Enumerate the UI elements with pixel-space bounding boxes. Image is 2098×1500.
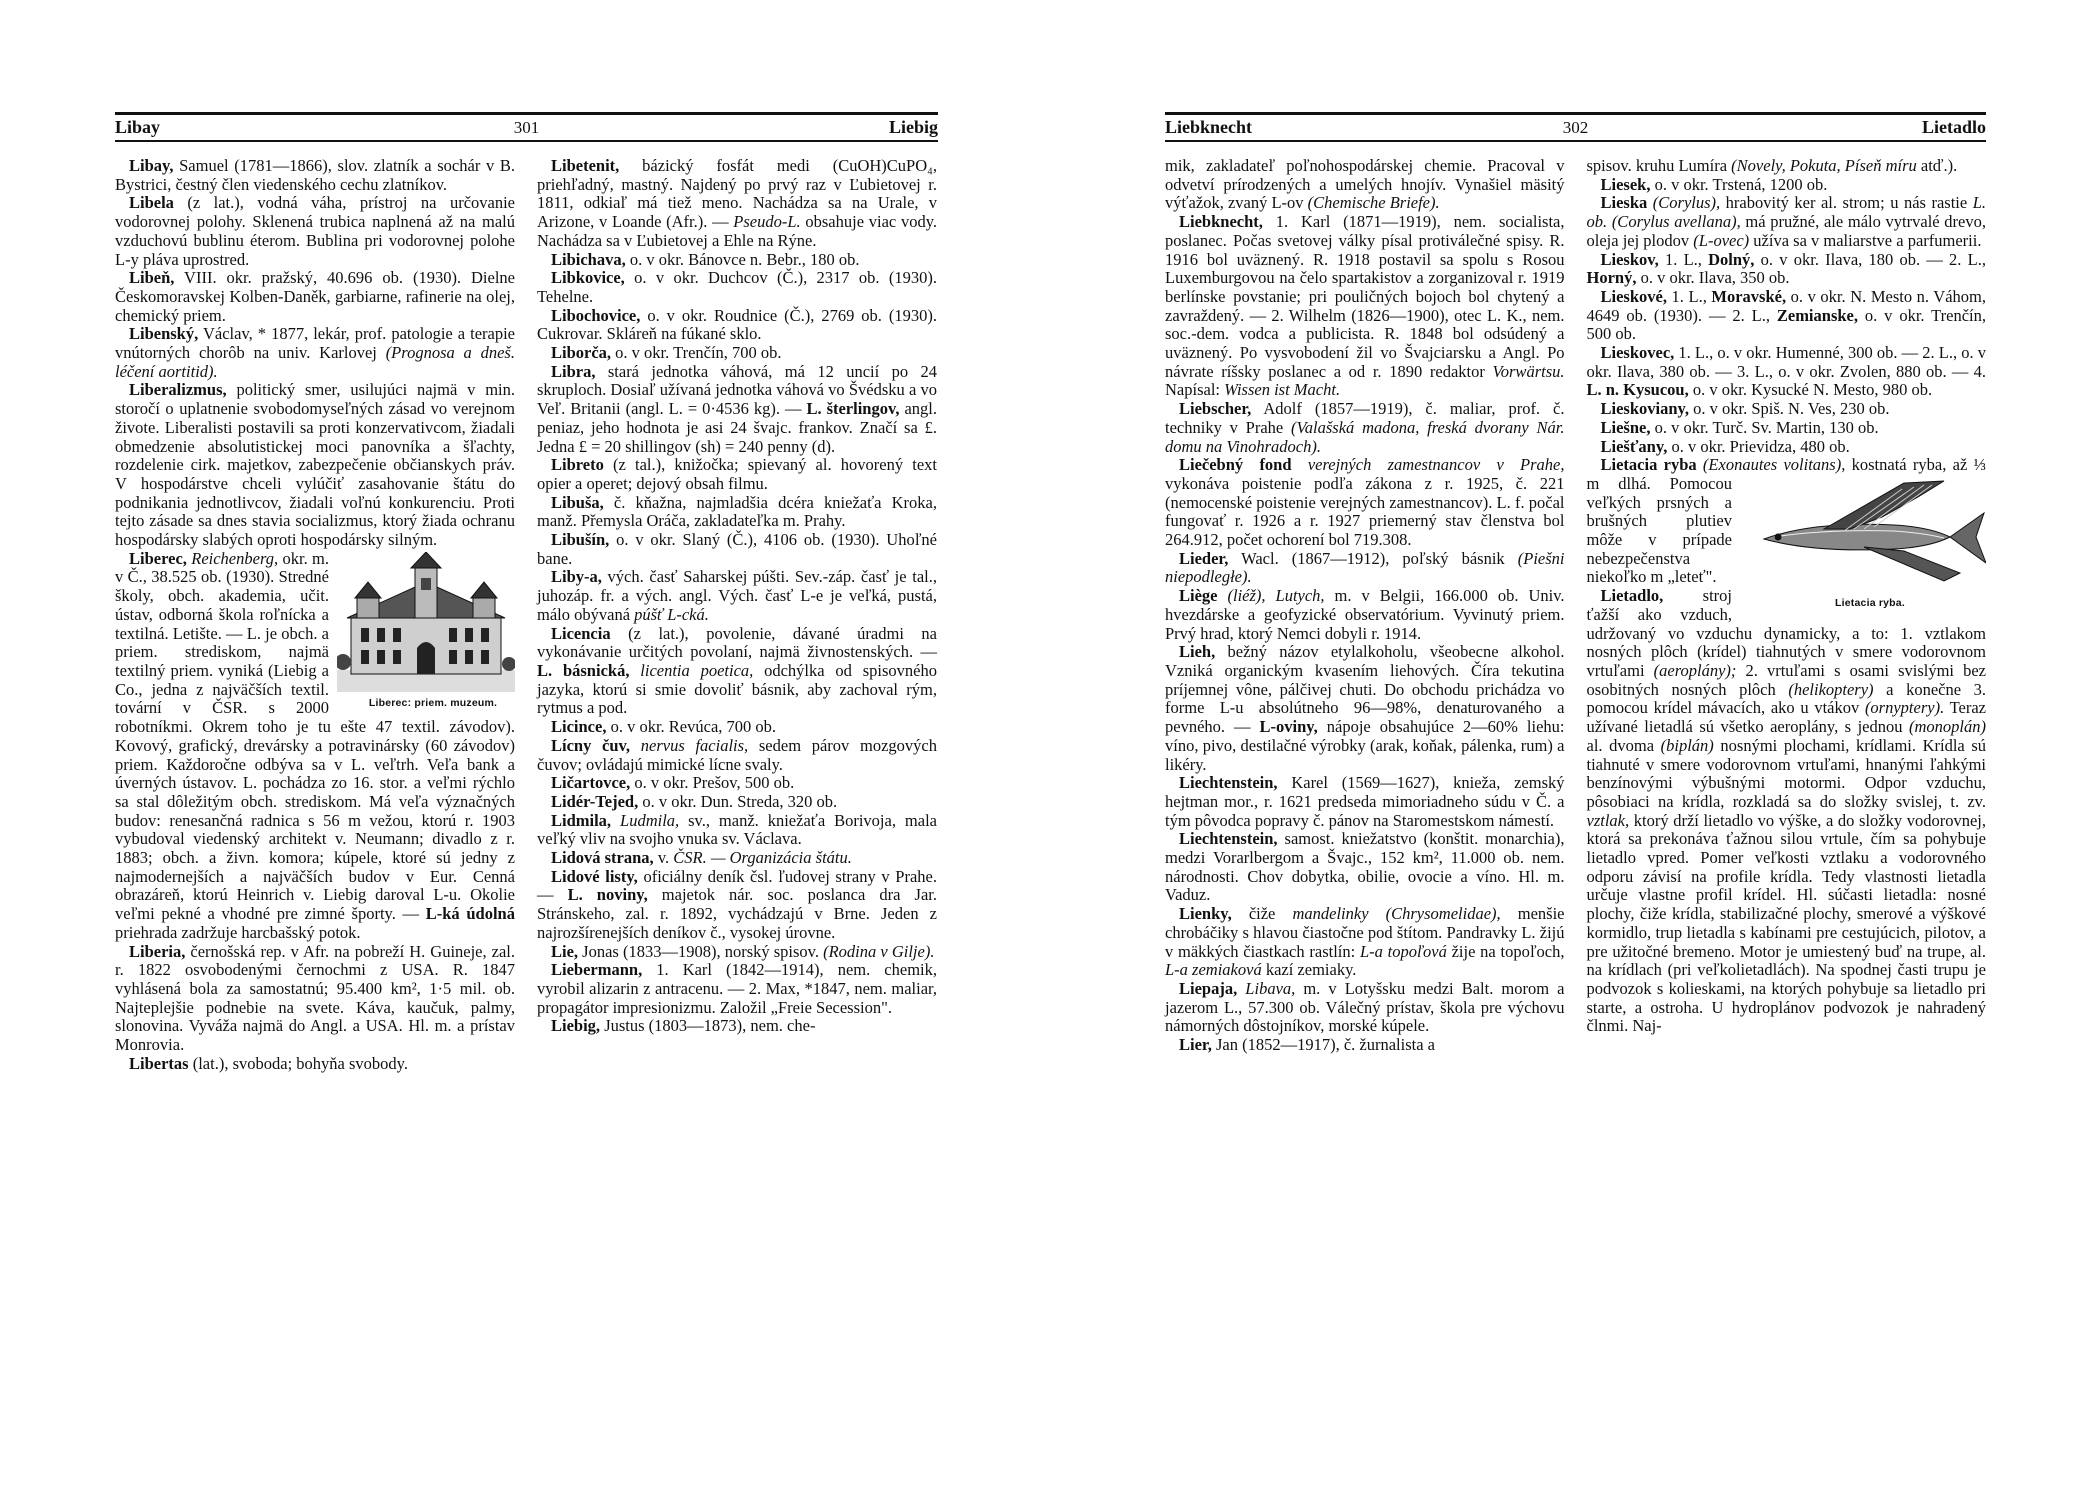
entry: Lidové listy, oficiálny deník čsl. ľudovej strany v Prahe. — L. noviny, majetok nár. soc. poslanca dra Jar. Stránskeho, zal. r. 1892, vychádzajú v Brne. Jeden z najrozšírenejších deníkov č., vysokej úrovne. — [537, 866, 937, 942]
entry: Lieskoviany, o. v okr. Spiš. N. Ves, 230 ob. — [1600, 399, 1890, 419]
left-column-2 — [537, 157, 937, 1073]
entry: Lidér-Tejed, o. v okr. Dun. Streda, 320 ob. — [551, 791, 838, 811]
entry: Libušín, o. v okr. Slaný (Č.), 4106 ob. (1930). Uhoľné bane. — [537, 530, 937, 568]
entry: Ličartovce, o. v okr. Prešov, 500 ob. — [551, 773, 795, 793]
guide-word-last: Lietadlo — [1921, 117, 1986, 137]
entry: mik, zakladateľ poľnohospodárskej chemie. Pracoval v odvetví prírodzených a umelých hnojív. Vynašiel mäsitý výťažok, zvaný L-ov (Chemische Briefe). — [1165, 156, 1565, 213]
entry: Lidmila, Ludmila, sv., manž. kniežaťa Borivoja, mala veľký vliv na svojho vnuka sv. Václava. — [537, 810, 937, 849]
entry: Lier, Jan (1852—1917), č. žurnalista a — [1179, 1035, 1436, 1055]
running-head-right — [1165, 112, 1986, 142]
entry: Libela (z lat.), vodná váha, prístroj na určovanie vodorovnej polohy. Sklenená trubica naplnená až na malú vzduchovú bublinu éterom. Bublina pri vodorovnej polohe L-y pláva uprostred. — [115, 193, 515, 269]
entry: Liechtenstein, samost. kniežatstvo (konštit. monarchia), medzi Vorarlbergom a Švajc., 152 km², 11.000 ob. nem. národnosti. Chov dobytka, obilie, ovocie a víno. Hl. m. Vaduz. — [1165, 829, 1565, 905]
entry: Lidová strana, v. ČSR. — Organizácia štátu. — [551, 848, 852, 868]
entry: Libetenit, bázický fosfát medi (CuOH)CuPO₄, priehľadný, mastný. Najdený po prvý raz v Ľubietovej r. 1811, odkiaľ má tiež meno. Nachádza sa na Urale, v Arizone, v Loande (Afr.). — Pseudo-L. obsahuje viac vody. Nachádza sa v Ľubietovej a Ehle na Rýne. — [537, 156, 937, 250]
entry: Libeň, VIII. okr. pražský, 40.696 ob. (1930). Dielne Českomoravskej Kolben-Daněk, garbiarne, rafinerie na olej, chemický priem. — [115, 268, 515, 325]
right-column-1 — [1165, 157, 1565, 1055]
entry: Lieh, bežný názov etylalkoholu, všeobecne alkohol. Vzniká organickým kvasením liehových. Číra tekutina príjemnej vône, pálčivej chuti. Do obchodu prichádza vo forme L-u absolútneho 96—98%, denaturovaného a pevného. — L-oviny, nápoje obsahujúce 2—60% liehu: víno, pivo, destilačné výrobky (arak, koňak, pálenka, rum) a likéry. — [1165, 642, 1565, 774]
entry: Licince, o. v okr. Revúca, 700 ob. — [551, 717, 777, 737]
entry: Lietadlo, stroj ťažší ako vzduch, udržovaný vo vzduchu dynamicky, a to: 1. vztlakom nosných plôch (krídel) tiahnutých v smere vodorovnom vrtuľami (aeroplány); 2. vrtuľami s osami svislými bez osobitných nosných plôch (helikoptery) a konečne 3. pomocou krídel mávacích, ako u vtákov (ornyptery). Teraz užívané lietadlá sú všetko aeroplány, s jednou (monoplán) al. dvoma (biplán) nosnými plochami, krídlami. Krídla sú tiahnuté v smere vodorovnom vrtuľami, hnanými ľahkými benzínovými výbušnými motormi. Odpor vzduchu, pôsobiaci na krídla, rozkladá sa do složky svislej, t. zv. vztlak, ktorý drží lietadlo vo výške, a do složky vodorovnej, ktorá sa prekonáva ťažnou silou vrtule, čím sa pohybuje lietadlo vpred. Pomer veľkosti vztlaku a vodorovného odporu závisí na profile krídla. Tedy vlastnosti lietadla určuje vlastne profil krídel. Hl. súčasti lietadla: nosné plochy, čiže krídla, stabilizačné plochy, smerové a výškové kormidlo, trup lietadla s kabínami pre cestujúcich, pilotov, a pre užitočné bremeno. Motor je umiestený buď na trupe, al. na krídlach (pri veľkolietadlách). Na spodnej časti trupu je podvozok s kolieskami, na ktorých pohybuje sa lietadlo pri starte, a ostroha. U hydroplánov podvozok je nahradený člnmi. Naj- — [1586, 586, 1987, 1036]
entry: Liebermann, 1. Karl (1842—1914), nem. chemik, vyrobil alizarin z antracenu. — 2. Max, *1847, nem. maliar, propagátor impresionizmu. Založil „Freie Secession". — [537, 960, 937, 1017]
entry: Libenský, Václav, * 1877, lekár, prof. patologie a terapie vnútorných chorôb na univ. Karlovej (Prognosa a dneš. léčení aortitid). — [115, 324, 515, 381]
entry: Lietacia ryba (Exonautes volitans), Lietacia ryba. kostnatá ryba, až ⅓ m dlhá. Pomocou veľkých prsných a brušných plutiev môže v prípade nebezpečenstva niekoľko m „leteť". — [1587, 456, 1987, 587]
entry: Liebscher, Adolf (1857—1919), č. maliar, prof. č. techniky v Prahe (Valašská madona, freská dvorany Nár. domu na Vinohradoch). — [1165, 399, 1565, 456]
entry: Libertas (lat.), svoboda; bohyňa svobody. — [129, 1053, 408, 1073]
left-column-1 — [115, 157, 515, 1073]
entry: Liebknecht, 1. Karl (1871—1919), nem. socialista, poslanec. Počas svetovej války písal protiválečné spisy. R. 1916 bol uväznený. R. 1918 postavil sa spolu s Rosou Luxemburgovou na čelo spartakistov a zorganizoval r. 1919 berlínske povstanie; pri pouličných bojoch bol chytený a zavraždený. — 2. Wilhelm (1826—1900), otec L. K., nem. soc.-dem. vodca a publicista. R. 1848 bol odsúdený a uväznený. Po vysvobodení žil vo Švajciarsku a Angl. Po návrate ríšsky poslanec a od r. 1890 redaktor Vorwärtsu. Napísal: Wissen ist Macht. — [1165, 212, 1565, 400]
guide-word-last: Liebig — [888, 117, 938, 137]
page-number: 302 — [1562, 117, 1589, 137]
flying-fish-illustration — [1754, 477, 1986, 587]
entry: Lienky, čiže mandelinky (Chrysomelidae), menšie chrobáčiky s hlavou čiastočne pod štítom. Pandravky L. žijú v mäkkých čiastkach rastlín: L-a topoľová žije na topoľoch, L-a zemiaková kazí zemiaky. — [1165, 904, 1565, 980]
entry: Libay, Samuel (1781—1866), slov. zlatník a sochár v B. Bystrici, čestný člen viedenského cechu zlatníkov. — [115, 156, 515, 194]
running-head-left — [115, 112, 938, 142]
entry: Liborča, o. v okr. Trenčín, 700 ob. — [551, 343, 782, 363]
entry: Lieskov, 1. L., Dolný, o. v okr. Ilava, 180 ob. — 2. L., Horný, o. v okr. Ilava, 350 ob. — [1586, 249, 1986, 288]
entry: Liebig, Justus (1803—1873), nem. che- — [551, 1016, 816, 1036]
entry: Lieskovec, 1. L., o. v okr. Humenné, 300 ob. — 2. L., o. v okr. Ilava, 380 ob. — 3. L., o. v okr. Zvolen, 880 ob. — 4. L. n. Kysucou, o. v okr. Kysucké N. Mesto, 980 ob. — [1586, 343, 1986, 400]
entry: Lie, Jonas (1833—1908), norský spisov. (Rodina v Gilje). — [551, 941, 935, 961]
figure-caption: Liberec: priem. muzeum. — [368, 696, 498, 709]
right-page — [1049, 0, 2098, 1500]
figure-caption: Lietacia ryba. — [1835, 596, 1905, 609]
left-columns — [115, 157, 938, 1073]
entry: Liège (liéž), Lutych, m. v Belgii, 166.000 ob. Univ. hvezdárske a geofyzické observatórium. Vyvinutý priem. Prvý hrad, ktorý Nemci dobyli r. 1914. — [1165, 586, 1565, 643]
entry: Liečebný fond verejných zamestnancov v Prahe, vykonáva poistenie podľa zákona z r. 1925, č. 221 (nemocenské poistenie verejných zamestnancov). L. f. počal fungovať r. 1926 a r. 1927 priemerný stav členstva bol 264.912, počet ochorení bol 719.308. — [1165, 455, 1565, 550]
entry: Liesek, o. v okr. Trstená, 1200 ob. — [1600, 174, 1828, 194]
entry: Lícny čuv, nervus facialis, sedem párov mozgových čuvov; ovládajú mimické lícne svaly. — [537, 735, 937, 774]
entry: Liberalizmus, politický smer, usilujúci najmä v min. storočí o uplatnenie svobodomyseľných zásad vo verejnom živote. Liberalisti postavili sa proti konzervativcom, žiadali obmedzenie absolutistickej moci panovníka a šľachty, rozdelenie cirk. majetkov, zabezpečenie občianskych práv. V hospodárstve chceli vylúčiť zasahovanie štátu do podnikania jednotlivcov, žiadali voľnú konkurenciu. Proti tejto zásade sa dnes stavia socializmus, ktorý žiada ochranu hospodársky slabých oproti hospodársky silným. — [115, 380, 515, 550]
entry: Lieder, Wacl. (1867—1912), poľský básnik (Piešni niepodległe). — [1165, 548, 1565, 587]
entry: Liepaja, Libava, m. v Lotyšsku medzi Balt. morom a jazerom L., 57.300 ob. Válečný prístav, škola pre výchovu námorných dôstojníkov, morské kúpele. — [1165, 978, 1565, 1036]
entry: Liešne, o. v okr. Turč. Sv. Martin, 130 ob. — [1600, 417, 1879, 437]
entry: Liešťany, o. v okr. Prievidza, 480 ob. — [1600, 436, 1850, 456]
page-number: 301 — [513, 117, 540, 137]
figure-liberec — [337, 552, 515, 713]
entry: Lieska (Corylus), hrabovitý ker al. strom; u nás rastie L. ob. (Corylus avellana), má pružné, ale málo vytrvalé drevo, oleja jej plodov (L-ovec) užíva sa v maliarstve a parfumerii. — [1586, 193, 1987, 250]
right-column-2 — [1587, 157, 1987, 1055]
entry: Libuša, č. kňažna, najmladšia dcéra kniežaťa Kroka, manž. Přemysla Oráča, zakladateľka m. Prahy. — [537, 492, 937, 531]
entry: Liberec, Reichenberg, Liberec: priem. muzeum. okr. m. v Č., 38.525 ob. (1930). Stredné školy, obch. akademia, učit. ústav, odborná škola roľnícka a textilná. Letište. — L. je obch. a priem. strediskom, najmä textilný priem. vyniká (Liebig a Co., jedna z najväčších textil. tovární v ČSR. s 2000 robotníkmi. Okrem toho je tu ešte 47 textil. závodov). Kovový, grafický, drevársky a potravinársky (60 závodov) priem. Každoročne odbýva sa v L. veľtrh. Veľa bank a úverných ústavov. L. pochádza zo 16. stor. a veľmi rýchlo sa stal dôležitým obch. strediskom. Má veľa význačných budov: renesančná radnica s 56 m vežou, ktorú r. 1903 vybudoval viedenský architekt v. Neumann; divadlo z r. 1883; obch. a živn. komora; kúpele, ktoré sú jedny z najmodernejších a najväčších budov v Eur. Cenná obrazáreň, ktorú Heinrich v. Liebig daroval L-u. Okolie veľmi pekné a vhodné pre zimné športy. — L-ká údolná priehrada zadržuje harcbašský potok. — [115, 548, 515, 942]
entry: Lieskové, 1. L., Moravské, o. v okr. N. Mesto n. Váhom, 4649 ob. (1930). — 2. L., Zemianske, o. v okr. Trenčín, 500 ob. — [1586, 286, 1986, 344]
figure-flying-fish — [1740, 477, 1986, 612]
entry: Liby-a, vých. časť Saharskej púšti. Sev.-záp. časť je tal., juhozáp. fr. a vých. angl. Vých. časť L-e je veľká, pustá, málo obývaná púšť L-cká. — [537, 567, 937, 624]
guide-word-first: Liebknecht — [1165, 117, 1253, 137]
entry: Libkovice, o. v okr. Duchcov (Č.), 2317 ob. (1930). Tehelne. — [537, 268, 937, 306]
entry: Libochovice, o. v okr. Roudnice (Č.), 2769 ob. (1930). Cukrovar. Skláreň na fúkané sklo. — [537, 305, 937, 344]
entry: Libreto (z tal.), knižočka; spievaný al. hovorený text opier a operet; dejový obsah filmu. — [537, 455, 937, 493]
entry: Liberia, černošská rep. v Afr. na pobreží H. Guineje, zal. r. 1822 osvobodenými černochmi z USA. R. 1847 vyhlásená bola za samostatnú; 95.400 km², 1·5 mil. ob. Najteplejšie podnebie na svete. Káva, kaučuk, palmy, slonovina. Vyváža najmä do Angl. a USA. Hl. m. a prístav Monrovia. — [115, 941, 515, 1055]
entry: Licencia (z lat.), povolenie, dávané úradmi na vykonávanie určitých povolaní, najmä živnostenských. — L. básnická, licentia poetica, odchýlka od spisovného jazyka, ktorú si smie dovoliť básnik, aby zachoval rým, rytmus a pod. — [537, 623, 937, 718]
guide-word-first: Libay — [115, 117, 161, 137]
entry: Libra, stará jednotka váhová, má 12 uncií po 24 skruploch. Dosiaľ užívaná jednotka váhová vo Švédsku a vo Veľ. Britanii (angl. L. = 0·4536 kg). — L. šterlingov, angl. peniaz, jeho hodnota je asi 24 švajc. frankov. Značí sa £. Jedna £ = 20 shillingov (sh) = 240 penny (d). — [537, 361, 937, 456]
entry: spisov. kruhu Lumíra (Novely, Pokuta, Píseň míru atď.). — [1586, 156, 1958, 175]
right-columns — [1165, 157, 1986, 1055]
museum-illustration — [337, 552, 515, 692]
entry: Liechtenstein, Karel (1569—1627), knieža, zemský hejtman mor., r. 1621 predseda mimoriadneho súdu v Č. a tým pôvodca popravy č. pánov na Staromestskom námestí. — [1165, 773, 1565, 830]
entry: Libichava, o. v okr. Bánovce n. Bebr., 180 ob. — [551, 249, 860, 269]
